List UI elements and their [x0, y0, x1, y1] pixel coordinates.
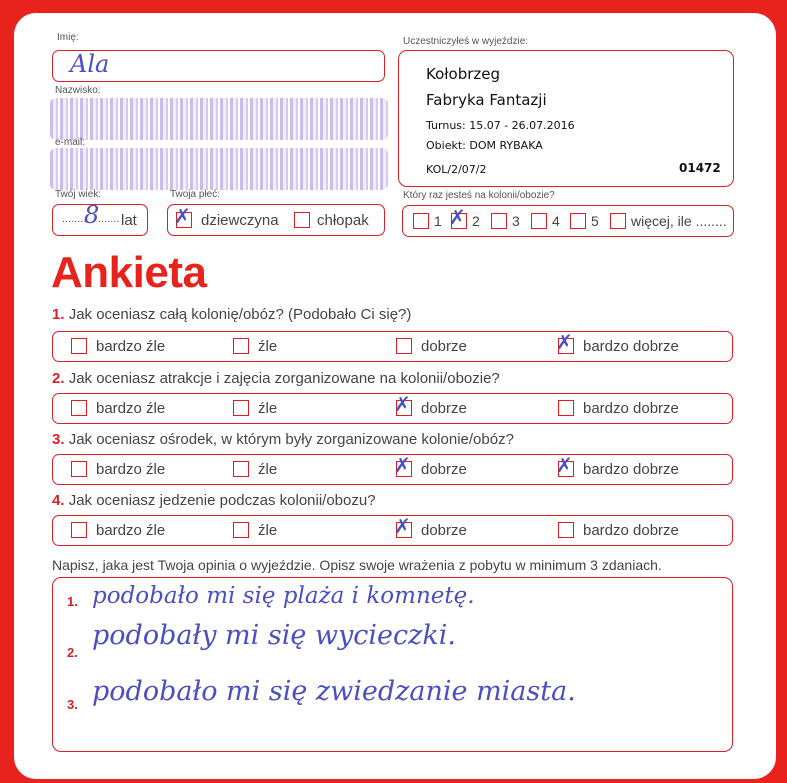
- opinion-line-1: podobało mi się plaża i komnetę.: [92, 583, 475, 609]
- which-time-option-label: 2: [472, 213, 480, 229]
- opinion-line-number: 3.: [67, 697, 78, 712]
- q3-option-label: bardzo źle: [96, 461, 166, 478]
- q3-checkbox-option-3[interactable]: [394, 453, 412, 477]
- q4-option-label: bardzo źle: [96, 522, 166, 539]
- q3-option-label: źle: [258, 461, 278, 478]
- q2-checkbox-option-4[interactable]: [558, 400, 574, 416]
- which-time-checkbox-3[interactable]: [491, 213, 507, 229]
- q1-option-label: bardzo źle: [96, 338, 166, 355]
- q3-checkbox-option-1[interactable]: [71, 461, 87, 477]
- q2-option-label: bardzo dobrze: [583, 400, 679, 417]
- question-4-text: [52, 492, 376, 509]
- check-mark: ✗: [174, 204, 191, 228]
- q2-option-label: bardzo źle: [96, 400, 166, 417]
- gender-option-label: chłopak: [317, 212, 369, 229]
- surname-redacted: [50, 98, 388, 140]
- question-label: Jak oceniasz jedzenie podczas kolonii/obozu?: [68, 492, 376, 509]
- age-value: 8: [84, 201, 100, 229]
- which-time-checkbox-4[interactable]: [531, 213, 547, 229]
- which-time-checkbox-2[interactable]: [449, 205, 467, 229]
- q1-checkbox-option-3[interactable]: [396, 338, 412, 354]
- q2-option-label: dobrze: [421, 400, 467, 417]
- q3-checkbox-option-4[interactable]: [556, 453, 574, 477]
- q1-option-label: źle: [258, 338, 278, 355]
- question-2-text: [52, 370, 500, 387]
- trip-code: KOL/2/07/2: [426, 163, 487, 176]
- check-mark: ✗: [394, 392, 411, 416]
- trip-turnus: Turnus: 15.07 - 26.07.2016: [426, 119, 575, 132]
- which-time-more: więcej, ile ........: [631, 213, 727, 229]
- q4-checkbox-option-4[interactable]: [558, 522, 574, 538]
- age-dots-after: .......: [98, 213, 120, 225]
- question-number: 3.: [52, 431, 69, 448]
- which-time-label: Który raz jesteś na kolonii/obozie?: [403, 190, 555, 201]
- question-1-text: [52, 306, 411, 323]
- age-label: Twój wiek:: [55, 189, 102, 200]
- which-time-checkbox-1[interactable]: [413, 213, 429, 229]
- which-time-checkbox-more[interactable]: [610, 213, 626, 229]
- which-time-option-label: 3: [512, 213, 520, 229]
- q3-option-label: bardzo dobrze: [583, 461, 679, 478]
- name-value: Ala: [70, 50, 110, 78]
- opinion-line-3: podobało mi się zwiedzanie miasta.: [92, 676, 576, 707]
- question-label: Jak oceniasz całą kolonię/obóz? (Podobało Ci się?): [68, 306, 412, 323]
- age-unit: lat: [121, 212, 137, 229]
- check-mark: ✗: [556, 453, 573, 477]
- q4-option-label: bardzo dobrze: [583, 522, 679, 539]
- survey-title: Ankieta: [51, 248, 207, 297]
- q2-checkbox-option-1[interactable]: [71, 400, 87, 416]
- gender-option-label: dziewczyna: [201, 212, 279, 229]
- trip-obiekt: Obiekt: DOM RYBAKA: [426, 139, 543, 152]
- q4-option-label: dobrze: [421, 522, 467, 539]
- q3-option-label: dobrze: [421, 461, 467, 478]
- check-mark: ✗: [394, 453, 411, 477]
- q1-checkbox-option-2[interactable]: [233, 338, 249, 354]
- name-label: Imię:: [57, 32, 79, 43]
- opinion-line-number: 2.: [67, 645, 78, 660]
- question-number: 4.: [52, 492, 69, 509]
- q1-option-label: bardzo dobrze: [583, 338, 679, 355]
- check-mark: ✗: [449, 205, 466, 229]
- opinion-prompt: Napisz, jaka jest Twoja opinia o wyjeździe. Opisz swoje wrażenia z pobytu w minimum 3 zdaniach.: [52, 557, 662, 573]
- age-dots-before: ........: [62, 213, 87, 225]
- question-label: Jak oceniasz ośrodek, w którym były zorganizowane kolonie/obóz?: [68, 431, 514, 448]
- q2-checkbox-option-2[interactable]: [233, 400, 249, 416]
- q1-checkbox-option-4[interactable]: [556, 330, 574, 354]
- question-label: Jak oceniasz atrakcje i zajęcia zorganizowane na kolonii/obozie?: [68, 370, 500, 387]
- which-time-option-label: 1: [434, 213, 442, 229]
- question-number: 1.: [52, 306, 69, 323]
- q2-checkbox-option-3[interactable]: [394, 392, 412, 416]
- opinion-line-number: 1.: [67, 594, 78, 609]
- check-mark: ✗: [394, 514, 411, 538]
- trip-city: Kołobrzeg: [426, 65, 501, 83]
- q4-option-label: źle: [258, 522, 278, 539]
- trip-label: Uczestniczyłeś w wyjeździe:: [403, 36, 529, 47]
- q4-checkbox-option-1[interactable]: [71, 522, 87, 538]
- question-number: 2.: [52, 370, 69, 387]
- q1-option-label: dobrze: [421, 338, 467, 355]
- email-label: e-mail:: [55, 137, 86, 148]
- surname-label: Nazwisko:: [55, 85, 101, 96]
- q1-checkbox-option-1[interactable]: [71, 338, 87, 354]
- trip-name: Fabryka Fantazji: [426, 91, 547, 109]
- which-time-checkbox-5[interactable]: [570, 213, 586, 229]
- q4-checkbox-option-3[interactable]: [394, 514, 412, 538]
- question-3-text: [52, 431, 514, 448]
- gender-checkbox-0[interactable]: [174, 204, 192, 228]
- check-mark: ✗: [556, 330, 573, 354]
- trip-number: 01472: [679, 161, 721, 175]
- opinion-line-2: podobały mi się wycieczki.: [92, 620, 456, 651]
- gender-checkbox-1[interactable]: [294, 212, 310, 228]
- which-time-option-label: 4: [552, 213, 560, 229]
- trip-box: [398, 50, 734, 187]
- q3-checkbox-option-2[interactable]: [233, 461, 249, 477]
- q2-option-label: źle: [258, 400, 278, 417]
- email-redacted: [50, 148, 388, 190]
- q4-checkbox-option-2[interactable]: [233, 522, 249, 538]
- which-time-option-label: 5: [591, 213, 599, 229]
- gender-label: Twoja płeć:: [170, 189, 221, 200]
